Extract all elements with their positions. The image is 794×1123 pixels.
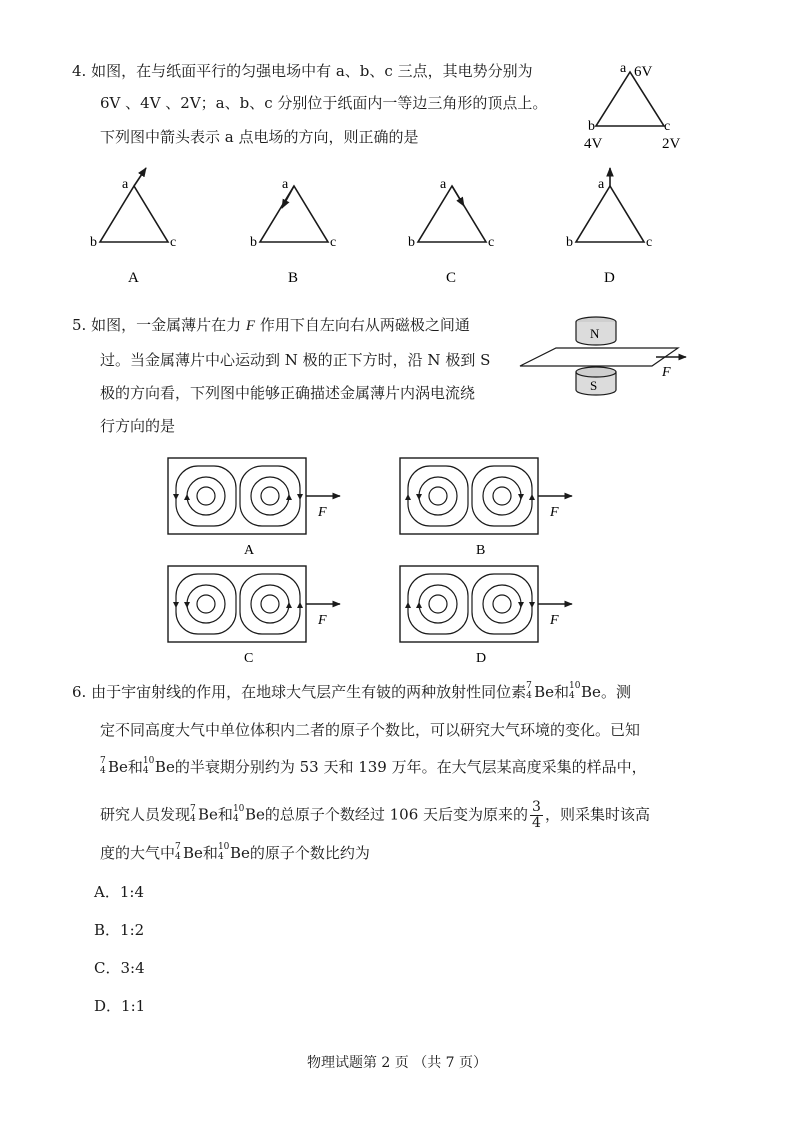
- q4-line2: 6V 、4V 、2V；a、b、c 分别位于纸面内一等边三角形的顶点上。: [100, 94, 548, 112]
- option-label: B: [476, 543, 486, 556]
- atomic-number: 4: [232, 813, 239, 824]
- force-label: F: [662, 365, 671, 380]
- q6-line3: [100, 756, 647, 776]
- option-label: B: [288, 270, 299, 286]
- q5-option-a-figure: [164, 456, 354, 556]
- conj: 和: [202, 844, 218, 862]
- vertex-b-label: b: [90, 235, 97, 250]
- atomic-number: 4: [526, 691, 532, 701]
- q6-text-3: 的半衰期分别约为 53 天和 139 万年。在大气层某高度采集的样品中，: [174, 758, 647, 776]
- option-label: C: [446, 270, 457, 286]
- element-symbol: Be: [108, 758, 128, 776]
- conj: 和: [554, 683, 570, 701]
- conj: 和: [217, 805, 233, 824]
- isotope-be7: [100, 756, 108, 776]
- q5-line2: 过。当金属薄片中心运动到 N 极的正下方时，沿 N 极到 S: [100, 351, 491, 369]
- mass-number: 10: [217, 842, 230, 852]
- q6-text-4b: 的总原子个数经过 106 天后变为原来的: [264, 805, 529, 824]
- metal-sheet: [520, 348, 678, 366]
- option-label: D: [476, 651, 487, 666]
- force-label: F: [318, 505, 327, 520]
- element-symbol: Be: [198, 805, 218, 824]
- potential-b-label: 4V: [584, 136, 603, 152]
- option-label: C: [244, 651, 254, 666]
- mass-number: 7: [526, 681, 532, 691]
- q6-text-4c: ，则采集时该高: [544, 805, 650, 824]
- q6-text-5b: 的原子个数比约为: [249, 844, 370, 862]
- vertex-a-label: a: [282, 177, 289, 192]
- option-label: B．: [94, 921, 121, 939]
- vertex-c-label: c: [330, 235, 337, 250]
- isotope-be10: [232, 803, 245, 824]
- q5-option-b-figure: [396, 456, 586, 556]
- q6-text-1b: 。测: [600, 683, 631, 701]
- force-symbol: F: [245, 318, 256, 334]
- q6-option-a[interactable]: [94, 885, 144, 900]
- q6-text-1a: 由于宇宙射线的作用，在地球大气层产生有铍的两种放射性同位素: [91, 683, 527, 701]
- q5-magnet-figure: [516, 314, 700, 406]
- q4-line3: 下列图中箭头表示 a 点电场的方向，则正确的是: [100, 128, 419, 146]
- vertex-c-label: c: [664, 119, 671, 134]
- vertex-b-label: b: [588, 119, 595, 134]
- element-symbol: Be: [154, 758, 175, 776]
- mass-number: 10: [232, 803, 245, 814]
- q4-option-b-figure: [246, 166, 346, 290]
- mass-number: 10: [569, 681, 581, 691]
- q6-line5: [100, 842, 370, 862]
- fraction-numerator: 3: [532, 799, 541, 815]
- field-arrow: [452, 186, 464, 206]
- q5-text-1a: 如图，一金属薄片在力: [91, 316, 246, 334]
- q6-option-c[interactable]: [94, 961, 145, 976]
- q5-text-1b: 作用下自左向右从两磁极之间通: [255, 316, 470, 334]
- q4-option-c-figure: [404, 166, 504, 290]
- atomic-number: 4: [142, 766, 149, 776]
- field-arrow: [134, 168, 146, 186]
- option-text: 1:2: [120, 921, 145, 939]
- option-label: A．: [94, 883, 120, 901]
- q4-reference-triangle: [578, 56, 688, 156]
- option-text: 1:1: [121, 997, 146, 1015]
- isotope-be7: [190, 803, 198, 824]
- option-text: 1:4: [119, 883, 144, 901]
- q6-line1: [72, 681, 631, 701]
- potential-c-label: 2V: [662, 136, 681, 152]
- force-label: F: [318, 613, 327, 628]
- page-footer: 物理试题第 2 页 （共 7 页）: [306, 1055, 488, 1071]
- mass-number: 7: [100, 756, 106, 766]
- vertex-a-label: a: [440, 177, 447, 192]
- atomic-number: 4: [175, 852, 181, 862]
- isotope-be10: [217, 842, 230, 862]
- triangle-shape: [596, 72, 664, 126]
- q6-option-d[interactable]: [94, 999, 145, 1014]
- q6-line4: [100, 800, 650, 831]
- fraction-three-quarters: [530, 800, 543, 831]
- vertex-b-label: b: [408, 235, 415, 250]
- vertex-a-label: a: [122, 177, 129, 192]
- conj: 和: [127, 758, 143, 776]
- option-label: A: [128, 270, 139, 286]
- q6-text-4a: 研究人员发现: [100, 805, 191, 824]
- q5-line1: [72, 318, 470, 334]
- q5-option-c-figure: [164, 564, 354, 666]
- q6-option-b[interactable]: [94, 923, 144, 938]
- q5-option-d-figure: [396, 564, 586, 666]
- atomic-number: 4: [190, 813, 196, 824]
- q6-text-5a: 度的大气中: [100, 844, 176, 862]
- mass-number: 10: [142, 756, 155, 766]
- q5-number: 5.: [72, 316, 87, 334]
- force-label: F: [550, 505, 559, 520]
- q6-number: 6.: [72, 683, 87, 701]
- q6-line2: 定不同高度大气中单位体积内二者的原子个数比，可以研究大气环境的变化。已知: [100, 721, 641, 739]
- vertex-c-label: c: [488, 235, 495, 250]
- vertex-c-label: c: [646, 235, 653, 250]
- element-symbol: Be: [534, 683, 555, 701]
- isotope-be7: [526, 681, 534, 701]
- potential-a-label: 6V: [634, 64, 653, 80]
- option-label: C．: [94, 959, 121, 977]
- vertex-c-label: c: [170, 235, 177, 250]
- element-symbol: Be: [229, 844, 250, 862]
- q5-line3: 极的方向看，下列图中能够正确描述金属薄片内涡电流绕: [100, 384, 476, 402]
- atomic-number: 4: [569, 691, 575, 701]
- atomic-number: 4: [217, 852, 224, 862]
- element-symbol: Be: [244, 805, 265, 824]
- option-text: 3:4: [120, 959, 145, 977]
- vertex-a-label: a: [598, 177, 605, 192]
- q4-text-1: 如图，在与纸面平行的匀强电场中有 a、b、c 三点，其电势分别为: [91, 62, 533, 80]
- vertex-b-label: b: [566, 235, 573, 250]
- s-pole-label: S: [590, 378, 598, 393]
- fraction-denominator: 4: [532, 815, 541, 831]
- option-label: D．: [94, 997, 122, 1015]
- element-symbol: Be: [581, 683, 601, 701]
- mass-number: 7: [175, 842, 181, 852]
- vertex-b-label: b: [250, 235, 257, 250]
- n-pole-label: N: [590, 326, 600, 341]
- isotope-be10: [142, 756, 155, 776]
- element-symbol: Be: [183, 844, 203, 862]
- isotope-be10: [569, 681, 581, 701]
- q4-number: 4.: [72, 62, 87, 80]
- option-label: D: [604, 270, 615, 286]
- q4-option-d-figure: [562, 166, 662, 290]
- mass-number: 7: [190, 803, 196, 814]
- vertex-a-label: a: [620, 61, 627, 76]
- isotope-be7: [175, 842, 183, 862]
- option-label: A: [244, 543, 255, 556]
- q4-line1: [72, 64, 533, 79]
- q4-option-a-figure: [86, 166, 186, 290]
- force-label: F: [550, 613, 559, 628]
- q5-line4: 行方向的是: [100, 417, 176, 435]
- atomic-number: 4: [100, 766, 106, 776]
